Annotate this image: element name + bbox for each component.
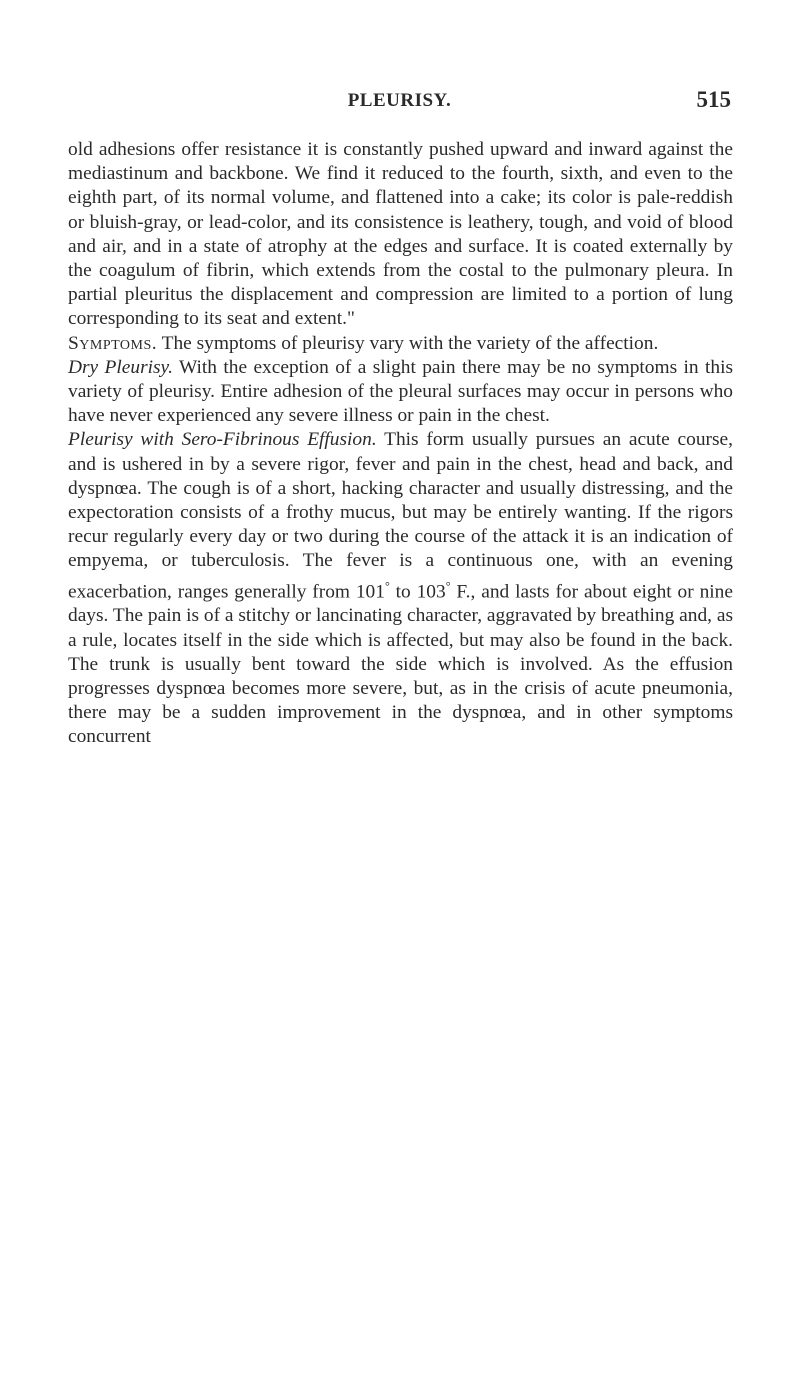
section-heading-dry-pleurisy: Dry Pleurisy. (68, 356, 173, 378)
section-heading-sero-fibrinous: Pleurisy with Sero-Fibrinous Effusion. (68, 429, 377, 451)
running-title: PLEURISY. (347, 90, 452, 111)
paragraph-text: old adhesions offer resistance it is constantly pushed upward and inward against the mediastinum and backbone. We find it reduced to the fourth, sixth, and even to the eighth part, of its normal volume, and flattened into a cake; its color is pale-reddish or bluish-gray, or lead-color, and its consistence is leathery, tough, and void of blood and air, and in a state of atrophy at the edges and surface. It is coated externally by the coagulum of fibrin, which extends from the costal to the pulmonary pleura. In partial pleuritus the displacement and compression are limited to a portion of lung corresponding to its seat and extent." (68, 139, 733, 330)
paragraph-dry-pleurisy (68, 356, 733, 429)
paragraph-adhesions (68, 138, 733, 332)
degree-mark: ° (445, 578, 451, 593)
body-text (68, 138, 733, 750)
paragraph-symptoms (68, 332, 733, 356)
page-number: 515 (696, 87, 731, 112)
paragraph-text: With the exception of a slight pain there may be no symptoms in this variety of pleurisy. Entire adhesion of the pleural surfaces may occur in persons who have never experienced any severe illness or pain in the chest. (68, 356, 733, 427)
section-heading-symptoms: Symptoms. (68, 332, 158, 354)
paragraph-sero-fibrinous (68, 428, 733, 749)
paragraph-text: F., and lasts for about eight or nine days. The pain is of a stitchy or lancinating character, aggravated by breathing and, as a rule, locates itself in the side which is affected, but may also be found in the back. The trunk is usually bent toward the side which is involved. As the effusion progresses dyspnœa becomes more severe, but, as in the crisis of acute pneumonia, there may be a sudden improvement in the dyspnœa, and in other symptoms concurrent (68, 581, 733, 748)
paragraph-text: to 103 (389, 581, 446, 603)
running-header (68, 87, 731, 120)
paragraph-text: The symptoms of pleurisy vary with the variety of the affection. (157, 332, 659, 354)
degree-mark: ° (384, 578, 390, 593)
paragraph-text: This form usually pursues an acute course, and is ushered in by a severe rigor, fever and pain in the chest, head and back, and dyspnœa. The cough is of a short, hacking character and usually distressing, and the expectoration consists of a frothy mucus, but may be entirely wanting. If the rigors recur regularly every day or two during the course of the attack it is an indication of empyema, or tuberculosis. The fever is a continuous one, with an evening exacerbation, ranges generally from 101 (68, 429, 733, 603)
